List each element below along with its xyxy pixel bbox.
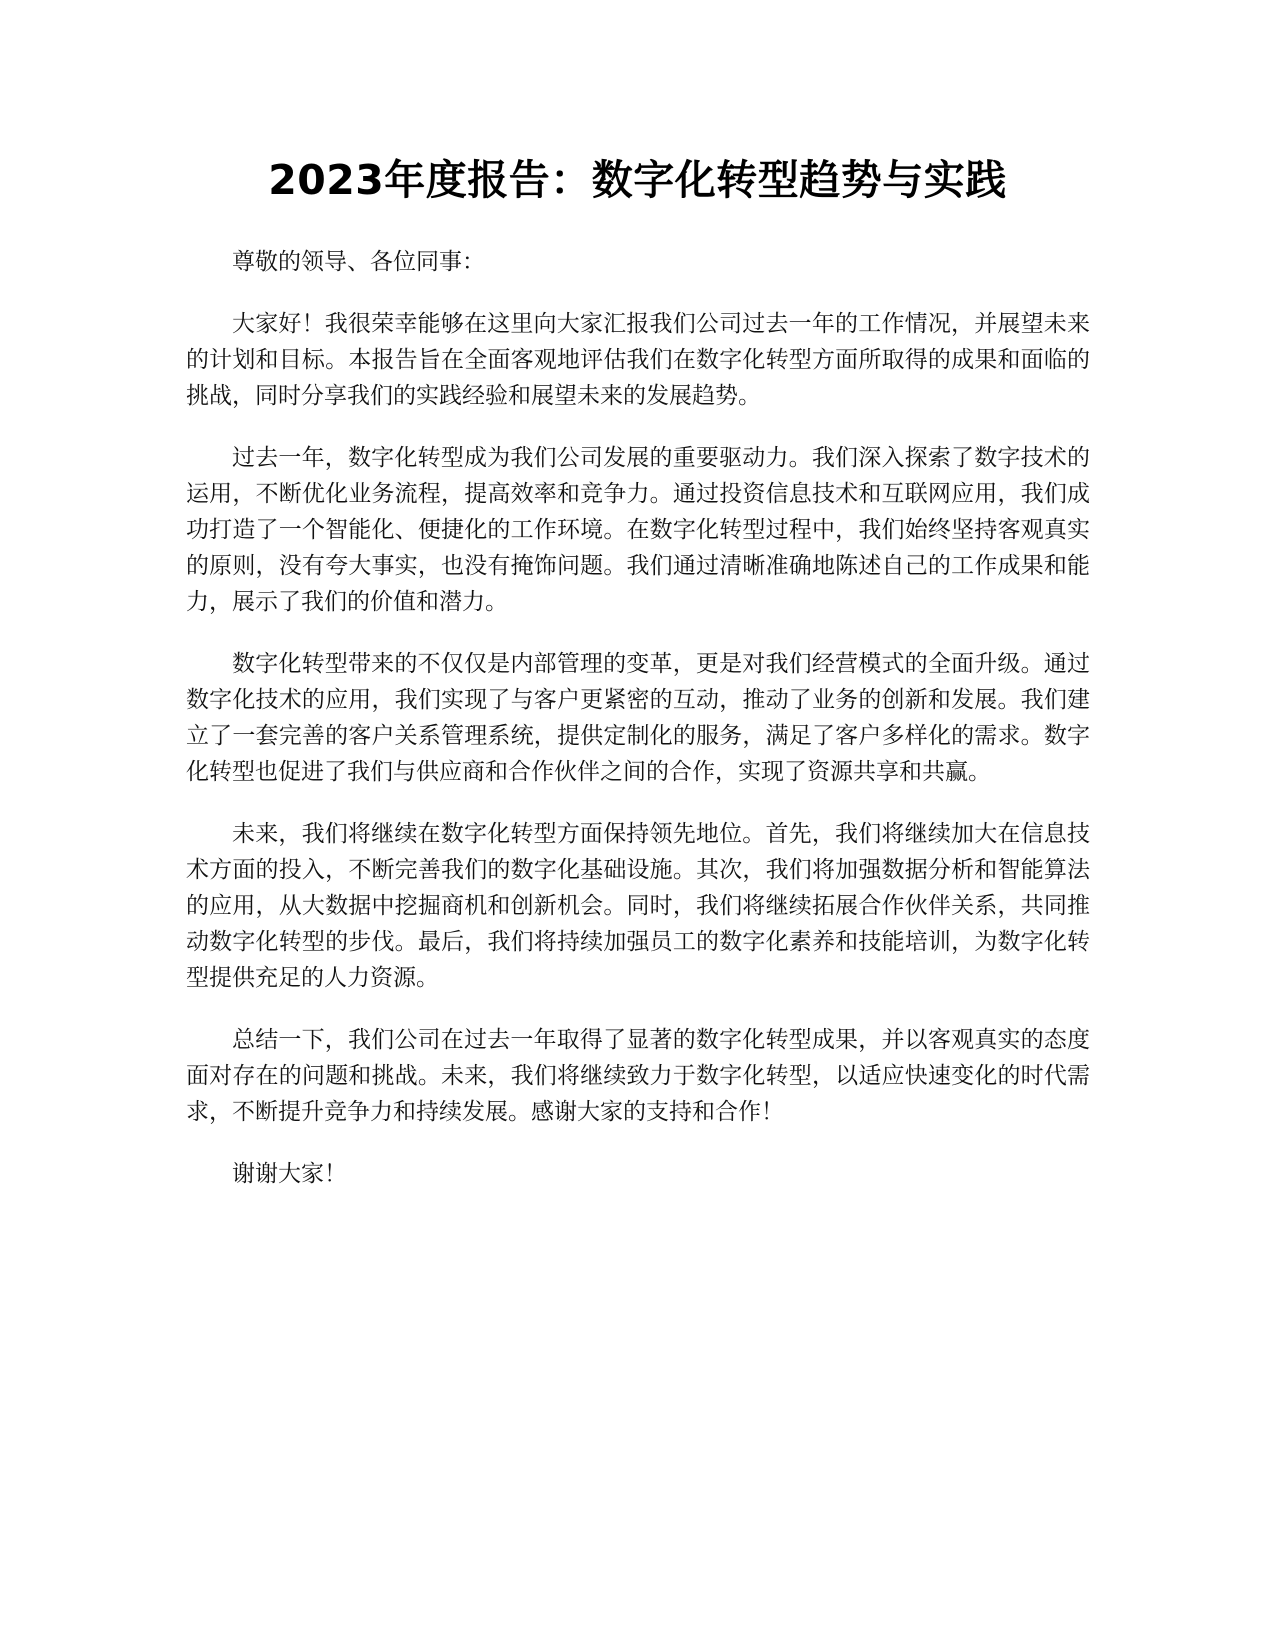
paragraph-intro: 大家好！我很荣幸能够在这里向大家汇报我们公司过去一年的工作情况，并展望未来的计划和目标。本报告旨在全面客观地评估我们在数字化转型方面所取得的成果和面临的挑战，同时分享我们的实践经验和展望未来的发展趋势。 (186, 311, 1090, 409)
document-title: 2023年度报告：数字化转型趋势与实践 (268, 156, 1007, 204)
salutation: 尊敬的领导、各位同事： (232, 249, 485, 275)
paragraph-past-year: 过去一年，数字化转型成为我们公司发展的重要驱动力。我们深入探索了数字技术的运用，不断优化业务流程，提高效率和竞争力。通过投资信息技术和互联网应用，我们成功打造了一个智能化、便捷化的工作环境。在数字化转型过程中，我们始终坚持客观真实的原则，没有夸大事实，也没有掩饰问题。我们通过清晰准确地陈述自己的工作成果和能力，展示了我们的价值和潜力。 (186, 445, 1090, 615)
paragraph-business-model: 数字化转型带来的不仅仅是内部管理的变革，更是对我们经营模式的全面升级。通过数字化技术的应用，我们实现了与客户更紧密的互动，推动了业务的创新和发展。我们建立了一套完善的客户关系管理系统，提供定制化的服务，满足了客户多样化的需求。数字化转型也促进了我们与供应商和合作伙伴之间的合作，实现了资源共享和共赢。 (186, 651, 1090, 785)
closing: 谢谢大家！ (232, 1161, 347, 1187)
paragraph-future: 未来，我们将继续在数字化转型方面保持领先地位。首先，我们将继续加大在信息技术方面的投入，不断完善我们的数字化基础设施。其次，我们将加强数据分析和智能算法的应用，从大数据中挖掘商机和创新机会。同时，我们将继续拓展合作伙伴关系，共同推动数字化转型的步伐。最后，我们将持续加强员工的数字化素养和技能培训，为数字化转型提供充足的人力资源。 (186, 821, 1090, 991)
paragraph-summary: 总结一下，我们公司在过去一年取得了显著的数字化转型成果，并以客观真实的态度面对存在的问题和挑战。未来，我们将继续致力于数字化转型，以适应快速变化的时代需求，不断提升竞争力和持续发展。感谢大家的支持和合作！ (186, 1027, 1090, 1125)
document-body (186, 244, 1090, 1218)
